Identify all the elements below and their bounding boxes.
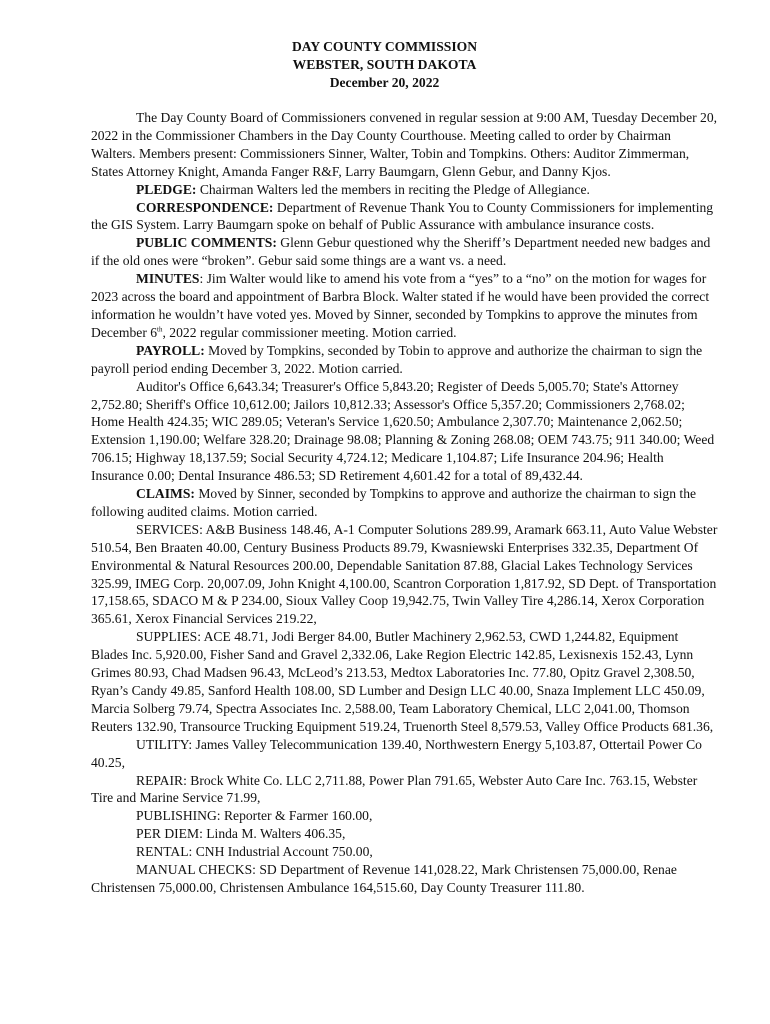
header-title: DAY COUNTY COMMISSION	[291, 39, 478, 54]
minutes-paragraph	[91, 270, 718, 342]
payroll-paragraph	[91, 342, 718, 378]
document-header	[51, 38, 718, 92]
minutes-superscript: th	[157, 325, 163, 334]
publishing-paragraph: PUBLISHING: Reporter & Farmer 160.00,	[136, 808, 373, 824]
correspondence-text: Department of Revenue Thank You to County Commissioners for implementing the GIS System. Larry Baumgarn spoke on behalf of Public Assurance with ambulance insurance costs.	[91, 199, 714, 233]
claims-text: Moved by Sinner, seconded by Tompkins to approve and authorize the chairman to sign the following audited claims. Motion carried.	[91, 486, 697, 519]
intro-paragraph: The Day County Board of Commissioners convened in regular session at 9:00 AM, Tuesday December 20, 2022 in the Commissioner Chambers in the Day County Courthouse. Meeting called to order by Chairman Walters. Members present: Commissioners Sinner, Walter, Tobin and Tompkins. Others: Auditor Zimmerman, States Attorney Knight, Amanda Fanger R&F, Larry Baumgarn, Glenn Gebur, and Danny Kjos.	[91, 110, 718, 179]
payroll-detail-paragraph: Auditor's Office 6,643.34; Treasurer's Office 5,843.20; Register of Deeds 5,005.70; State's Attorney 2,752.80; Sheriff's Office 10,612.00; Jailors 10,812.33; Assessor's Office 5,357.20; Commissioners 2,768.02; Home Health 424.35; WIC 289.05; Veteran's Service 1,620.50; Ambulance 2,307.70; Maintenance 2,062.50; Extension 1,190.00; Welfare 328.20; Drainage 98.08; Planning & Zoning 268.08; OEM 743.75; 911 340.00; Weed 706.15; Highway 18,137.59; Social Security 4,724.12; Medicare 1,104.87; Life Insurance 204.96; Health Insurance 0.00; Dental Insurance 486.53; SD Retirement 4,601.42 for a total of 89,432.44.	[91, 378, 715, 484]
correspondence-paragraph	[91, 199, 718, 235]
claims-paragraph	[91, 485, 718, 521]
public-comments-label: PUBLIC COMMENTS:	[136, 235, 277, 251]
claims-label: CLAIMS:	[136, 486, 195, 502]
manual-checks-paragraph: MANUAL CHECKS: SD Department of Revenue 141,028.22, Mark Christensen 75,000.00, Renae Christensen 75,000.00, Christensen Ambulance 164,515.60, Day County Treasurer 111.80.	[91, 862, 677, 895]
payroll-text: Moved by Tompkins, seconded by Tobin to approve and authorize the chairman to sign the payroll period ending December 3, 2022. Motion carried.	[91, 342, 703, 376]
pledge-label: PLEDGE:	[136, 181, 197, 197]
per-diem-paragraph: PER DIEM: Linda M. Walters 406.35,	[136, 826, 346, 842]
rental-paragraph: RENTAL: CNH Industrial Account 750.00,	[136, 844, 373, 860]
public-comments-text: Glenn Gebur questioned why the Sheriff’s Department needed new badges and if the old ones were “broken”. Gebur said some things are a want vs. a need.	[91, 235, 711, 269]
payroll-label: PAYROLL:	[136, 342, 205, 358]
header-location: WEBSTER, SOUTH DAKOTA	[292, 57, 477, 72]
public-comments-paragraph	[91, 234, 718, 270]
services-paragraph: SERVICES: A&B Business 148.46, A-1 Computer Solutions 289.99, Aramark 663.11, Auto Value Webster 510.54, Ben Braaten 40.00, Century Business Products 89.79, Kwasniewski Enterprises 332.35, Department Of Environmental & Natural Resources 200.00, Dependable Sanitation 87.88, Glacial Lakes Technology Services 325.99, IMEG Corp. 20,007.09, John Knight 4,100.00, Scantron Corporation 1,817.92, SD Dept. of Transportation 17,158.65, SDACO M & P 234.00, Sioux Valley Coop 19,942.75, Twin Valley Tire 4,286.14, Xerox Corporation 365.61, Xerox Financial Services 219.22,	[91, 521, 718, 627]
minutes-text: : Jim Walter would like to amend his vote from a “yes” to a “no” on the motion for wages for 2023 across the board and appointment of Barbra Block. Walter stated if he would have been provided the correct information he wouldn’t have voted yes. Moved by Sinner, seconded by Tompkins to approve the minutes from December 6	[91, 271, 710, 340]
pledge-text: Chairman Walters led the members in reciting the Pledge of Allegiance.	[196, 181, 590, 197]
header-date: December 20, 2022	[329, 75, 440, 90]
repair-paragraph: REPAIR: Brock White Co. LLC 2,711.88, Power Plan 791.65, Webster Auto Care Inc. 763.15, Webster Tire and Marine Service 71.99,	[91, 772, 698, 806]
minutes-text-end: , 2022 regular commissioner meeting. Motion carried.	[162, 324, 457, 340]
minutes-label: MINUTES	[136, 271, 200, 287]
supplies-paragraph: SUPPLIES: ACE 48.71, Jodi Berger 84.00, Butler Machinery 2,962.53, CWD 1,244.82, Equipment Blades Inc. 5,920.00, Fisher Sand and Gravel 2,332.06, Lake Region Electric 142.85, Lexisnexis 152.43, Lynn Grimes 80.93, Chad Madsen 96.43, McLeod’s 213.53, Medtox Laboratories Inc. 77.80, Opitz Gravel 2,308.50, Ryan’s Candy 49.85, Sanford Health 108.00, SD Lumber and Design LLC 40.00, Snaza Implement LLC 450.09, Marcia Solberg 79.74, Spectra Associates Inc. 2,588.00, Team Laboratory Chemical, LLC 2,041.00, Thomson Reuters 132.90, Transource Trucking Equipment 519.24, Truenorth Steel 8,579.53, Valley Office Products 681.36,	[91, 629, 714, 734]
correspondence-label: CORRESPONDENCE:	[136, 199, 274, 215]
utility-paragraph: UTILITY: James Valley Telecommunication 139.40, Northwestern Energy 5,103.87, Ottertail Power Co 40.25,	[91, 736, 702, 770]
pledge-paragraph	[91, 181, 718, 199]
